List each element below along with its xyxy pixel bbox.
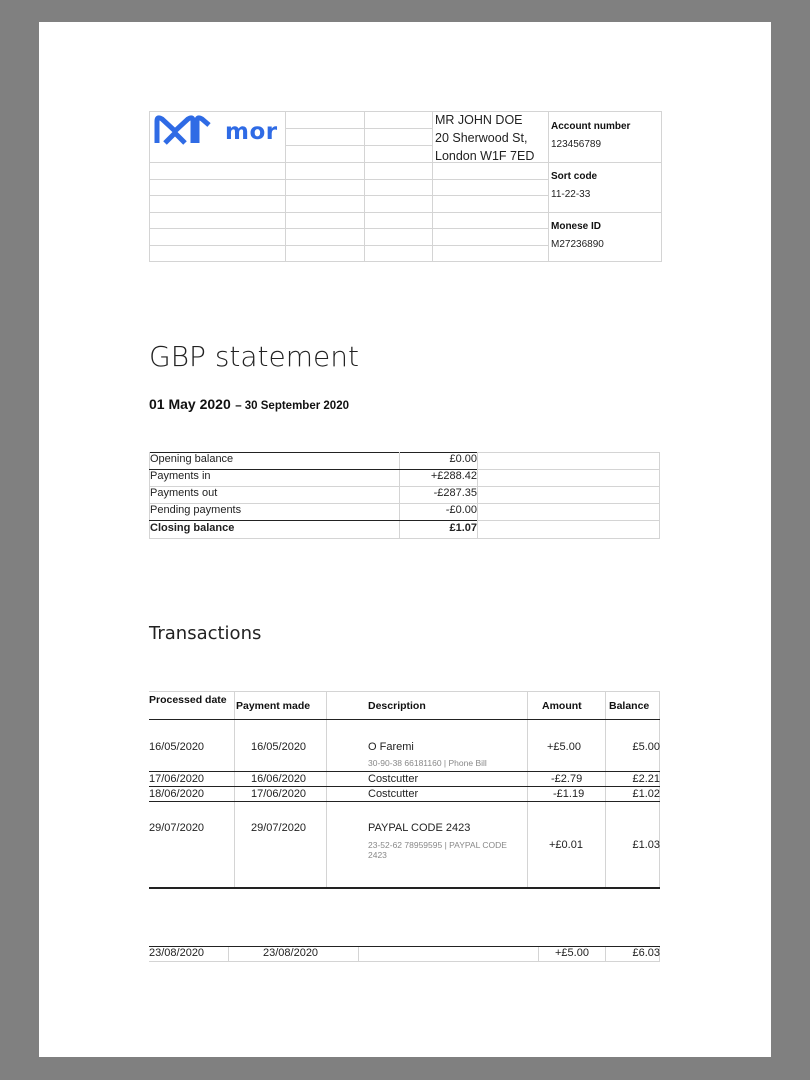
transactions-title: Transactions	[149, 623, 262, 644]
monese-logo	[153, 113, 281, 147]
statement-title: GBP statement	[149, 340, 359, 373]
monese-id-label: Monese ID	[551, 221, 602, 232]
sort-code-label: Sort code	[551, 171, 598, 182]
tx-description: O Faremi	[368, 741, 414, 753]
summary-row-payments-out	[149, 486, 660, 503]
tx-description: PAYPAL CODE 2423	[368, 822, 471, 834]
summary-value: £1.07	[449, 522, 477, 534]
account-number-value: 123456789	[551, 139, 602, 150]
tx-amount: -£2.79	[551, 773, 583, 785]
tx-payment-date: 16/06/2020	[251, 773, 307, 785]
summary-value: +£288.42	[430, 470, 477, 482]
tx-balance: £2.21	[632, 773, 660, 785]
col-description: Description	[368, 700, 426, 712]
summary-row-pending	[149, 503, 660, 520]
col-processed-date: Processed date	[149, 694, 227, 706]
summary-label: Opening balance	[150, 453, 234, 465]
tx-processed-date: 17/06/2020	[149, 773, 205, 785]
tx-processed-date: 23/08/2020	[149, 947, 205, 959]
monese-logo-icon	[153, 113, 213, 147]
tx-amount: +£5.00	[555, 947, 589, 959]
summary-label: Pending payments	[150, 504, 242, 516]
summary-label: Payments in	[150, 470, 211, 482]
logo-text: mor	[225, 119, 278, 145]
tx-payment-date: 23/08/2020	[263, 947, 319, 959]
tx-amount: +£5.00	[547, 741, 581, 753]
address-city: London W1F 7ED	[435, 149, 535, 163]
address-street: 20 Sherwood St,	[435, 131, 528, 145]
tx-description: Costcutter	[368, 773, 419, 785]
tx-processed-date: 16/05/2020	[149, 741, 205, 753]
monese-id-value: M27236890	[551, 239, 604, 250]
customer-address	[435, 111, 534, 165]
summary-row-closing	[149, 521, 660, 538]
col-amount: Amount	[542, 700, 582, 712]
statement-date-range	[149, 396, 349, 414]
tx-balance: £5.00	[632, 741, 660, 753]
summary-value: -£0.00	[445, 504, 477, 516]
tx-payment-date: 29/07/2020	[251, 822, 307, 834]
tx-payment-date: 16/05/2020	[251, 741, 307, 753]
tx-amount: +£0.01	[549, 839, 583, 851]
tx-description-detail: 23-52-62 78959595 | PAYPAL CODE 2423	[368, 840, 507, 860]
sort-code-value: 11-22-33	[551, 189, 591, 200]
tx-description: Costcutter	[368, 788, 419, 800]
tx-description-detail: 30-90-38 66181160 | Phone Bill	[368, 758, 487, 768]
summary-row-payments-in	[149, 469, 660, 486]
tx-balance: £1.02	[632, 788, 660, 800]
tx-processed-date: 18/06/2020	[149, 788, 205, 800]
summary-label: Closing balance	[150, 522, 235, 534]
summary-value: -£287.35	[433, 487, 477, 499]
statement-header	[149, 111, 662, 262]
date-to: – 30 September 2020	[235, 400, 349, 412]
tx-processed-date: 29/07/2020	[149, 822, 205, 834]
tx-payment-date: 17/06/2020	[251, 788, 307, 800]
col-balance: Balance	[609, 700, 650, 712]
address-name: MR JOHN DOE	[435, 113, 523, 127]
tx-balance: £6.03	[632, 947, 660, 959]
statement-page	[39, 22, 771, 1057]
col-payment-made: Payment made	[236, 700, 311, 712]
tx-amount: -£1.19	[553, 788, 585, 800]
date-from: 01 May 2020	[149, 396, 231, 412]
account-number-label: Account number	[551, 121, 631, 132]
summary-label: Payments out	[150, 487, 218, 499]
summary-value: £0.00	[449, 453, 477, 465]
summary-row-opening	[149, 452, 660, 469]
tx-balance: £1.03	[632, 839, 660, 851]
